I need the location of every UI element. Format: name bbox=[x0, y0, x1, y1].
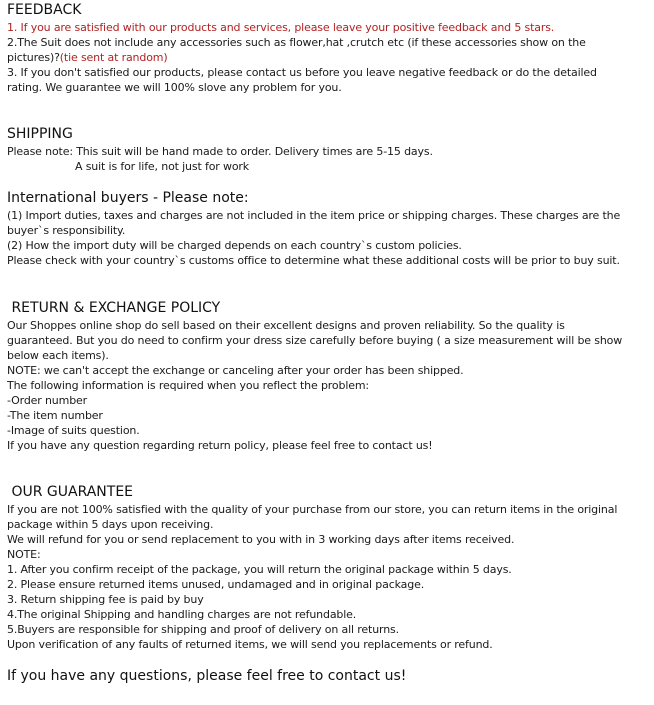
feedback-line-3-text: pictures)? bbox=[7, 51, 60, 64]
feedback-heading: FEEDBACK bbox=[7, 2, 82, 18]
guarantee-line: We will refund for you or send replacement to you with in 3 working days after items received. bbox=[7, 533, 515, 546]
international-line-1: (1) Import duties, taxes and charges are not included in the item price or shipping charges. These charges are the bbox=[7, 209, 621, 222]
return-policy-line: -The item number bbox=[7, 409, 103, 422]
return-policy-heading: RETURN & EXCHANGE POLICY bbox=[7, 300, 221, 316]
shipping-heading: SHIPPING bbox=[7, 126, 73, 142]
guarantee-line: package within 5 days upon receiving. bbox=[7, 518, 214, 531]
return-policy-section bbox=[7, 300, 650, 453]
international-heading: International buyers - Please note: bbox=[7, 190, 249, 206]
return-policy-line: NOTE: we can't accept the exchange or canceling after your order has been shipped. bbox=[7, 364, 464, 377]
feedback-line-4: 3. If you don't satisfied our products, please contact us before you leave negative feedback or do the detailed bbox=[7, 66, 597, 79]
guarantee-line: 4.The original Shipping and handling charges are not refundable. bbox=[7, 608, 357, 621]
return-policy-line: -Image of suits question. bbox=[7, 424, 140, 437]
guarantee-line: Upon verification of any faults of returned items, we will send you replacements or refund. bbox=[7, 638, 493, 651]
feedback-section bbox=[7, 2, 650, 95]
international-line-4: Please check with your country`s customs office to determine what these additional costs will be prior to buy suit. bbox=[7, 254, 620, 267]
return-policy-line: The following information is required when you reflect the problem: bbox=[7, 379, 369, 392]
guarantee-line: NOTE: bbox=[7, 548, 41, 561]
guarantee-section bbox=[7, 484, 650, 652]
shipping-section bbox=[7, 126, 650, 174]
shipping-line-2: A suit is for life, not just for work bbox=[75, 160, 250, 173]
guarantee-line: 5.Buyers are responsible for shipping and proof of delivery on all returns. bbox=[7, 623, 399, 636]
shipping-line-1: Please note: This suit will be hand made to order. Delivery times are 5-15 days. bbox=[7, 145, 433, 158]
guarantee-line: If you are not 100% satisfied with the quality of your purchase from our store, you can return items in the original bbox=[7, 503, 618, 516]
feedback-line-1: 1. If you are satisfied with our products and services, please leave your positive feedback and 5 stars. bbox=[7, 21, 555, 34]
return-policy-line: guaranteed. But you do need to confirm your dress size carefully before buying ( a size measurement will be show bbox=[7, 334, 623, 347]
guarantee-line: 1. After you confirm receipt of the package, you will return the original package within 5 days. bbox=[7, 563, 512, 576]
feedback-line-5: rating. We guarantee we will 100% slove any problem for you. bbox=[7, 81, 342, 94]
feedback-line-3 bbox=[7, 50, 650, 65]
guarantee-line: 2. Please ensure returned items unused, undamaged and in original package. bbox=[7, 578, 425, 591]
feedback-line-2: 2.The Suit does not include any accessories such as flower,hat ,crutch etc (if these accessories show on the bbox=[7, 36, 586, 49]
international-line-2: buyer`s responsibility. bbox=[7, 224, 126, 237]
guarantee-heading: OUR GUARANTEE bbox=[7, 484, 134, 500]
feedback-tie-note: (tie sent at random) bbox=[59, 51, 168, 64]
return-policy-line: Our Shoppes online shop do sell based on their excellent designs and proven reliability. So the quality is bbox=[7, 319, 565, 332]
international-section bbox=[7, 190, 650, 268]
return-policy-line: below each items). bbox=[7, 349, 109, 362]
international-line-3: (2) How the import duty will be charged depends on each country`s custom policies. bbox=[7, 239, 462, 252]
closing-message: If you have any questions, please feel free to contact us! bbox=[7, 668, 407, 684]
closing-section bbox=[7, 667, 650, 685]
return-policy-line: If you have any question regarding return policy, please feel free to contact us! bbox=[7, 439, 433, 452]
return-policy-line: -Order number bbox=[7, 394, 88, 407]
guarantee-line: 3. Return shipping fee is paid by buy bbox=[7, 593, 204, 606]
